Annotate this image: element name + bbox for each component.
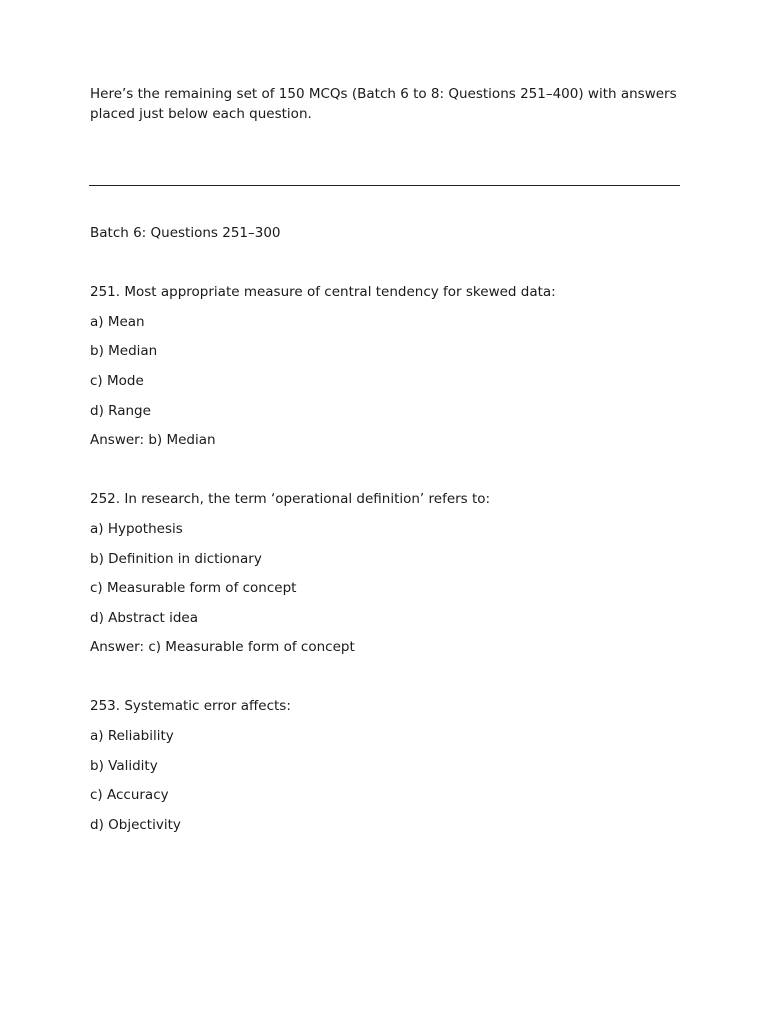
question-252-answer: Answer: c) Measurable form of concept [90, 639, 355, 655]
question-252-option-c: c) Measurable form of concept [90, 580, 297, 596]
question-252-option-d: d) Abstract idea [90, 610, 198, 626]
intro-paragraph: Here’s the remaining set of 150 MCQs (Batch 6 to 8: Questions 251–400) with answers placed just below each question. [90, 86, 677, 122]
horizontal-divider [89, 185, 680, 186]
question-251-answer: Answer: b) Median [90, 432, 216, 448]
batch-heading: Batch 6: Questions 251–300 [90, 225, 281, 241]
question-251-option-b: b) Median [90, 343, 158, 359]
question-253-option-a: a) Reliability [90, 728, 174, 744]
question-253: 253. Systematic error affects: [90, 698, 291, 714]
question-251-option-d: d) Range [90, 403, 151, 419]
question-251-option-c: c) Mode [90, 373, 144, 389]
question-252-option-b: b) Definition in dictionary [90, 551, 262, 567]
question-251: 251. Most appropriate measure of central tendency for skewed data: [90, 284, 556, 300]
question-253-option-d: d) Objectivity [90, 817, 181, 833]
question-253-option-c: c) Accuracy [90, 787, 169, 803]
question-251-option-a: a) Mean [90, 314, 145, 330]
question-252: 252. In research, the term ‘operational definition’ refers to: [90, 491, 491, 507]
question-252-option-a: a) Hypothesis [90, 521, 183, 537]
question-253-option-b: b) Validity [90, 758, 158, 774]
